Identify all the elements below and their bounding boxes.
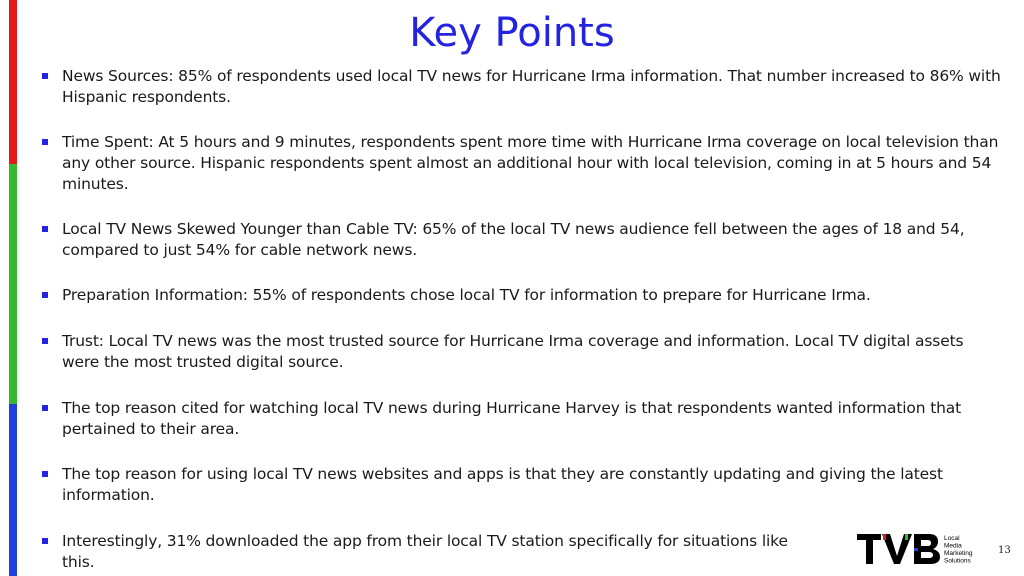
bullet-square-icon bbox=[42, 338, 48, 344]
logo-tagline-line: Solutions bbox=[944, 557, 971, 565]
accent-bar-green bbox=[9, 164, 17, 404]
accent-bar-blue bbox=[9, 404, 17, 576]
bullet-square-icon bbox=[42, 226, 48, 232]
logo-tagline-line: Media bbox=[944, 542, 962, 550]
bullet-text: Interestingly, 31% downloaded the app from their local TV station specifically for situations like this. bbox=[62, 532, 788, 571]
list-item bbox=[42, 531, 822, 573]
bullet-square-icon bbox=[42, 405, 48, 411]
list-item bbox=[42, 132, 1002, 195]
bullet-text: Preparation Information: 55% of respondents chose local TV for information to prepare for Hurricane Irma. bbox=[62, 286, 871, 304]
bullet-square-icon bbox=[42, 73, 48, 79]
list-item bbox=[42, 398, 1002, 440]
bullet-text: News Sources: 85% of respondents used local TV news for Hurricane Irma information. That number increased to 86% with Hispanic respondents. bbox=[62, 67, 1001, 106]
page-number: 13 bbox=[998, 545, 1011, 556]
tvb-logo-icon bbox=[855, 528, 985, 570]
logo-tagline-line: Local bbox=[944, 535, 960, 542]
list-item bbox=[42, 66, 1002, 108]
logo-tagline-line: Marketing bbox=[944, 550, 973, 557]
bullet-text: Trust: Local TV news was the most trusted source for Hurricane Irma coverage and information. Local TV digital assets were the most trusted digital source. bbox=[62, 332, 964, 371]
bullet-square-icon bbox=[42, 292, 48, 298]
bullet-text: Time Spent: At 5 hours and 9 minutes, respondents spent more time with Hurricane Irma coverage on local television than any other source. Hispanic respondents spent almost an additional hour with local television, coming in at 5 hours and 54 minutes. bbox=[62, 133, 999, 193]
list-item bbox=[42, 331, 1002, 373]
bullet-square-icon bbox=[42, 471, 48, 477]
bullet-text: Local TV News Skewed Younger than Cable TV: 65% of the local TV news audience fell between the ages of 18 and 54, compared to just 54% for cable network news. bbox=[62, 220, 965, 259]
page-title: Key Points bbox=[409, 10, 615, 56]
list-item bbox=[42, 464, 1002, 506]
bullet-text: The top reason for using local TV news websites and apps is that they are constantly updating and giving the latest information. bbox=[62, 465, 943, 504]
bullet-square-icon bbox=[42, 139, 48, 145]
list-item bbox=[42, 219, 1002, 261]
bullet-text: The top reason cited for watching local TV news during Hurricane Harvey is that respondents wanted information that pertained to their area. bbox=[62, 399, 962, 438]
bullet-square-icon bbox=[42, 538, 48, 544]
list-item bbox=[42, 285, 1002, 306]
